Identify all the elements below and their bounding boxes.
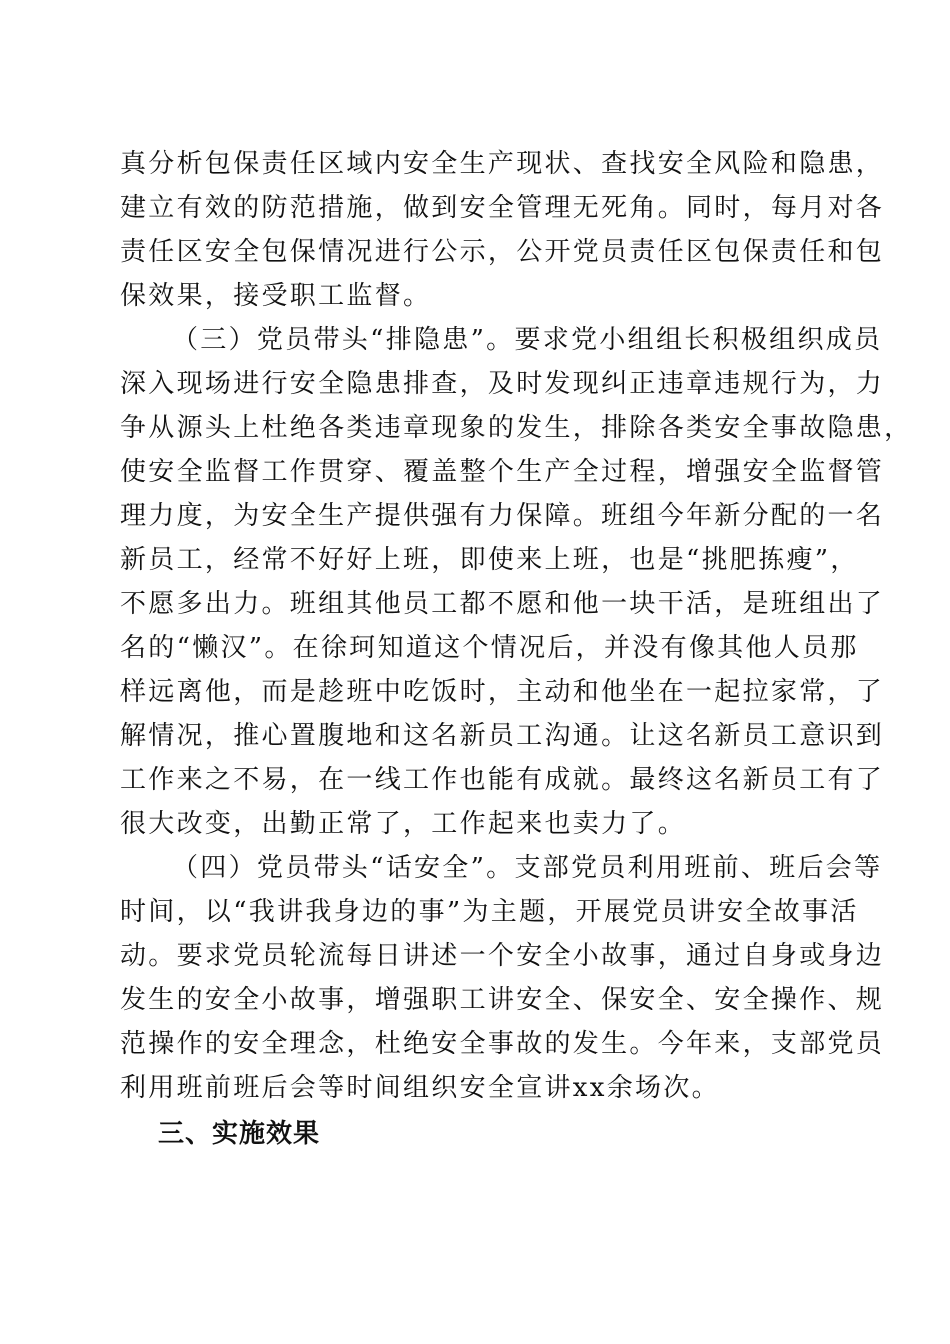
paragraph-line-22: 利用班前班后会等时间组织安全宣讲xx余场次。 <box>120 1073 720 1103</box>
paragraph-line-6: 深入现场进行安全隐患排查，及时发现纠正违章违规行为，力 <box>120 369 885 399</box>
paragraph-line-14: 解情况，推心置腹地和这名新员工沟通。让这名新员工意识到 <box>120 721 885 751</box>
paragraph-line-18: 时间，以“我讲我身边的事”为主题，开展党员讲安全故事活 <box>120 897 859 927</box>
paragraph-line-8: 使安全监督工作贯穿、覆盖整个生产全过程，增强安全监督管 <box>120 457 885 487</box>
paragraph-line-12: 名的“懒汉”。在徐珂知道这个情况后，并没有像其他人员那 <box>120 633 859 663</box>
paragraph-line-3: 责任区安全包保情况进行公示，公开党员责任区包保责任和包 <box>120 237 885 267</box>
paragraph-line-1: 真分析包保责任区域内安全生产现状、查找安全风险和隐患， <box>120 149 885 179</box>
paragraph-line-11: 不愿多出力。班组其他员工都不愿和他一块干活，是班组出了 <box>120 589 885 619</box>
paragraph-line-19: 动。要求党员轮流每日讲述一个安全小故事，通过自身或身边 <box>120 941 885 971</box>
section-heading: 三、实施效果 <box>158 1119 321 1149</box>
paragraph-line-16: 很大改变，出勤正常了，工作起来也卖力了。 <box>120 809 687 839</box>
paragraph-line-7: 争从源头上杜绝各类违章现象的发生，排除各类安全事故隐患， <box>120 413 913 443</box>
paragraph-line-21: 范操作的安全理念，杜绝安全事故的发生。今年来，支部党员 <box>120 1029 885 1059</box>
paragraph-line-17: （四）党员带头“话安全”。支部党员利用班前、班后会等 <box>172 853 883 883</box>
paragraph-line-2: 建立有效的防范措施，做到安全管理无死角。同时，每月对各 <box>120 193 885 223</box>
paragraph-line-10: 新员工，经常不好好上班，即使来上班，也是“挑肥拣瘦”， <box>120 545 859 575</box>
paragraph-line-4: 保效果，接受职工监督。 <box>120 281 432 311</box>
paragraph-line-15: 工作来之不易，在一线工作也能有成就。最终这名新员工有了 <box>120 765 885 795</box>
paragraph-line-5: （三）党员带头“排隐患”。要求党小组组长积极组织成员 <box>172 325 883 355</box>
paragraph-line-9: 理力度，为安全生产提供强有力保障。班组今年新分配的一名 <box>120 501 885 531</box>
paragraph-line-20: 发生的安全小故事，增强职工讲安全、保安全、安全操作、规 <box>120 985 885 1015</box>
paragraph-line-13: 样远离他，而是趁班中吃饭时，主动和他坐在一起拉家常，了 <box>120 677 885 707</box>
